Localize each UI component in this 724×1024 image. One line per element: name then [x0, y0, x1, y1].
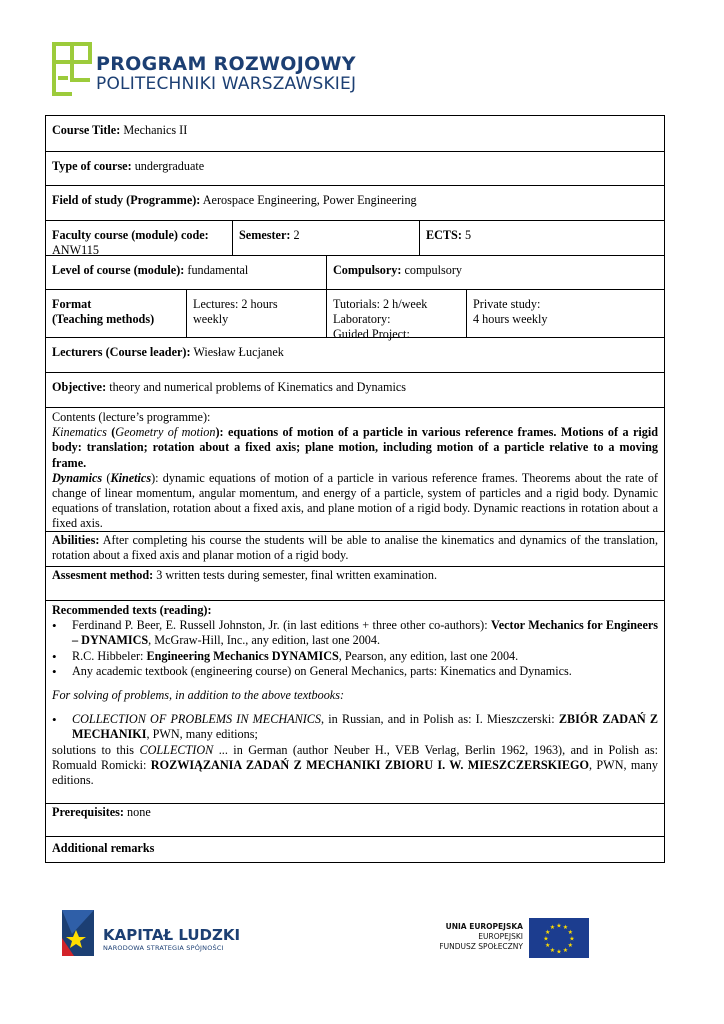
field-label: Field of study (Programme): [52, 193, 201, 207]
recommended-texts-row [45, 601, 665, 804]
kapital-ludzki-title: KAPITAŁ LUDZKI [103, 926, 241, 944]
assessment-value: 3 written tests during semester, final written examination. [156, 568, 438, 582]
eu-star-icon: ★ [562, 947, 569, 954]
tutorials-cell [326, 290, 466, 342]
format-label: Format [52, 297, 92, 311]
field-value: Aerospace Engineering, Power Engineering [202, 193, 417, 207]
guided-project-line: Guided Project: [333, 327, 410, 342]
course-code-cell [46, 221, 232, 258]
dynamics-paragraph [52, 471, 658, 532]
eu-star-icon: ★ [569, 936, 575, 943]
problems-heading: For solving of problems, in addition to the above textbooks: [52, 688, 345, 703]
eu-star-icon: ★ [545, 930, 551, 936]
texts-heading: Recommended texts (reading): [52, 603, 212, 617]
text-item-academic: • Any academic textbook (engineering course) on General Mechanics, parts: Kinematics and Dynamics. [72, 664, 658, 679]
text-item-hibbeler-title: Engineering Mechanics DYNAMICS [146, 648, 339, 663]
format-row [45, 290, 665, 342]
eu-text-block [437, 922, 523, 952]
text-item-hibbeler [72, 649, 658, 664]
prerequisites-value: none [127, 805, 151, 819]
eu-star-icon: ★ [545, 943, 551, 949]
format-cell [46, 290, 186, 337]
solutions-german: ... in German (author Neuber H., VEB Verlag, Berlin 1962, 1963), and in Polish as: Romuald Romicki: [52, 742, 659, 772]
kapital-ludzki-mark-icon [58, 908, 98, 958]
text-item-hibbeler-publisher: , Pearson, any edition, last one 2004. [338, 648, 519, 663]
course-title-label: Course Title: [52, 123, 121, 137]
eu-flag-icon [529, 918, 589, 958]
objective-value: theory and numerical problems of Kinematics and Dynamics [109, 380, 407, 394]
course-type-label: Type of course: [52, 159, 132, 173]
lectures-line2: weekly [193, 312, 229, 327]
eu-line3: FUNDUSZ SPOŁECZNY [439, 942, 523, 951]
text-item-hibbeler-author: R.C. Hibbeler: [72, 648, 147, 663]
eu-star-icon: ★ [556, 923, 562, 930]
contents-heading: Contents (lecture’s programme): [52, 410, 211, 424]
dynamics-term: Dynamics [52, 470, 103, 485]
level-cell [46, 256, 326, 289]
course-code-label: Faculty course (module) code: [52, 228, 209, 242]
semester-value: 2 [293, 228, 300, 242]
lecturers-row [45, 338, 665, 373]
semester-cell [232, 221, 419, 255]
collection-title: COLLECTION OF PROBLEMS IN MECHANICS [72, 712, 322, 727]
kinematics-description: ): equations of motion of a particle in various reference frames. Motions of a rigid body: translation; rotation about a fixed axis; plane motion, including motion of a particle relative to a moving frame. [52, 425, 658, 470]
dynamics-description: ): dynamic equations of motion of a particle in various reference frames. Theorems about the rate of change of linear momentum, angular momentum, and energy of a particle, system of particles and a rigid body. Dynamic equations of translation, rotation about a fixed axis, and plane motion of a rigid body. Dynamic reactions in rotation about a fixed axis. [52, 470, 658, 531]
tutorials-line1: Tutorials: 2 h/week [333, 297, 428, 311]
lectures-cell [186, 290, 326, 337]
private-study-cell [466, 290, 664, 337]
contents-row [45, 408, 665, 532]
course-type-value: undergraduate [134, 159, 205, 173]
kapital-ludzki-subtitle: NARODOWA STRATEGIA SPÓJNOŚCI [103, 944, 224, 952]
lecturers-value: Wiesław Łucjanek [193, 345, 284, 359]
ects-value: 5 [464, 228, 472, 242]
solutions-publisher: , PWN, many editions. [52, 757, 658, 788]
ects-label: ECTS: [426, 228, 462, 242]
program-logo [52, 42, 362, 102]
eu-star-icon: ★ [556, 949, 562, 956]
assessment-row [45, 567, 665, 601]
course-type-row [45, 152, 665, 186]
course-title-value: Mechanics II [123, 123, 188, 137]
additional-remarks-label: Additional remarks [52, 841, 155, 855]
level-value: fundamental [187, 263, 249, 277]
text-item-beer-title: Vector Mechanics for Engineers – DYNAMICS [72, 618, 659, 648]
problems-list [52, 712, 658, 742]
eu-star-icon: ★ [567, 930, 573, 936]
laboratory-line: Laboratory: [333, 312, 391, 327]
eu-stars-icon [529, 918, 589, 958]
kinetics-term: Kinetics [110, 470, 152, 485]
course-title-row [45, 115, 665, 152]
compulsory-cell [326, 256, 664, 289]
lectures-line1: Lectures: 2 hours [193, 297, 278, 311]
abilities-value: After completing his course the students will be able to analise the kinematics and dynamics of the translation, rotation about a fixed axis and planar motion of a rigid body. [52, 533, 658, 563]
course-code-value: ANW115 [52, 243, 99, 258]
logo-title-line2: POLITECHNIKI WARSZAWSKIEJ [96, 74, 357, 94]
eu-line2: EUROPEJSKI [478, 932, 523, 941]
solutions-polish-title: ROZWIĄZANIA ZADAŃ Z MECHANIKI ZBIORU I. W. MIESZCZERSKIEGO [150, 757, 589, 772]
text-item-beer-publisher: , McGraw-Hill, Inc., any edition, last one 2004. [148, 633, 381, 648]
level-label: Level of course (module): [52, 263, 185, 277]
solutions-paragraph [52, 743, 658, 789]
collection-note: , in Russian, and in Polish as: I. Mieszczerski: [321, 712, 559, 727]
text-item-beer [72, 618, 658, 648]
additional-remarks-row [45, 837, 665, 863]
solutions-collection: COLLECTION [139, 742, 214, 757]
prerequisites-row [45, 804, 665, 837]
text-item-collection [72, 712, 658, 742]
ects-cell [419, 221, 664, 255]
assessment-label: Assesment method: [52, 568, 154, 582]
logo-title-line1: PROGRAM ROZWOJOWY [96, 53, 356, 75]
prerequisites-label: Prerequisites: [52, 805, 124, 819]
eu-star-icon: ★ [549, 925, 556, 932]
field-of-study-row [45, 186, 665, 221]
dynamics-open: ( [102, 470, 111, 485]
abilities-label: Abilities: [52, 533, 100, 547]
level-compulsory-row [45, 256, 665, 290]
private-study-line1: Private study: [473, 297, 541, 311]
compulsory-label: Compulsory: [333, 263, 402, 277]
eu-star-icon: ★ [562, 925, 569, 932]
semester-label: Semester: [239, 228, 291, 242]
lecturers-label: Lecturers (Course leader): [52, 345, 191, 359]
collection-publisher: , PWN, many editions; [146, 727, 258, 742]
eu-star-icon: ★ [549, 947, 556, 954]
abilities-row [45, 532, 665, 567]
compulsory-value: compulsory [404, 263, 462, 277]
eu-star-icon: ★ [567, 943, 573, 949]
eu-star-icon: ★ [543, 936, 549, 943]
geometry-of-motion-term: Geometry of motion [115, 425, 216, 440]
collection-polish-title: ZBIÓR ZADAŃ Z MECHANIKI [72, 712, 658, 742]
private-study-line2: 4 hours weekly [473, 312, 548, 327]
objective-row [45, 373, 665, 408]
objective-label: Objective: [52, 380, 107, 394]
solutions-intro: solutions to this [52, 742, 140, 757]
kinematics-term: Kinematics [52, 425, 107, 440]
program-logo-mark-icon [52, 42, 94, 100]
texts-list [52, 618, 658, 679]
teaching-methods-label: (Teaching methods) [52, 312, 155, 327]
course-syllabus-table [45, 115, 665, 863]
code-semester-ects-row [45, 221, 665, 256]
text-item-beer-authors: Ferdinand P. Beer, E. Russell Johnston, Jr. (in last editions + three other co-authors): [72, 618, 492, 633]
eu-line1: UNIA EUROPEJSKA [445, 922, 523, 931]
kinematics-open: ( [106, 425, 116, 440]
kinematics-paragraph [52, 425, 658, 471]
